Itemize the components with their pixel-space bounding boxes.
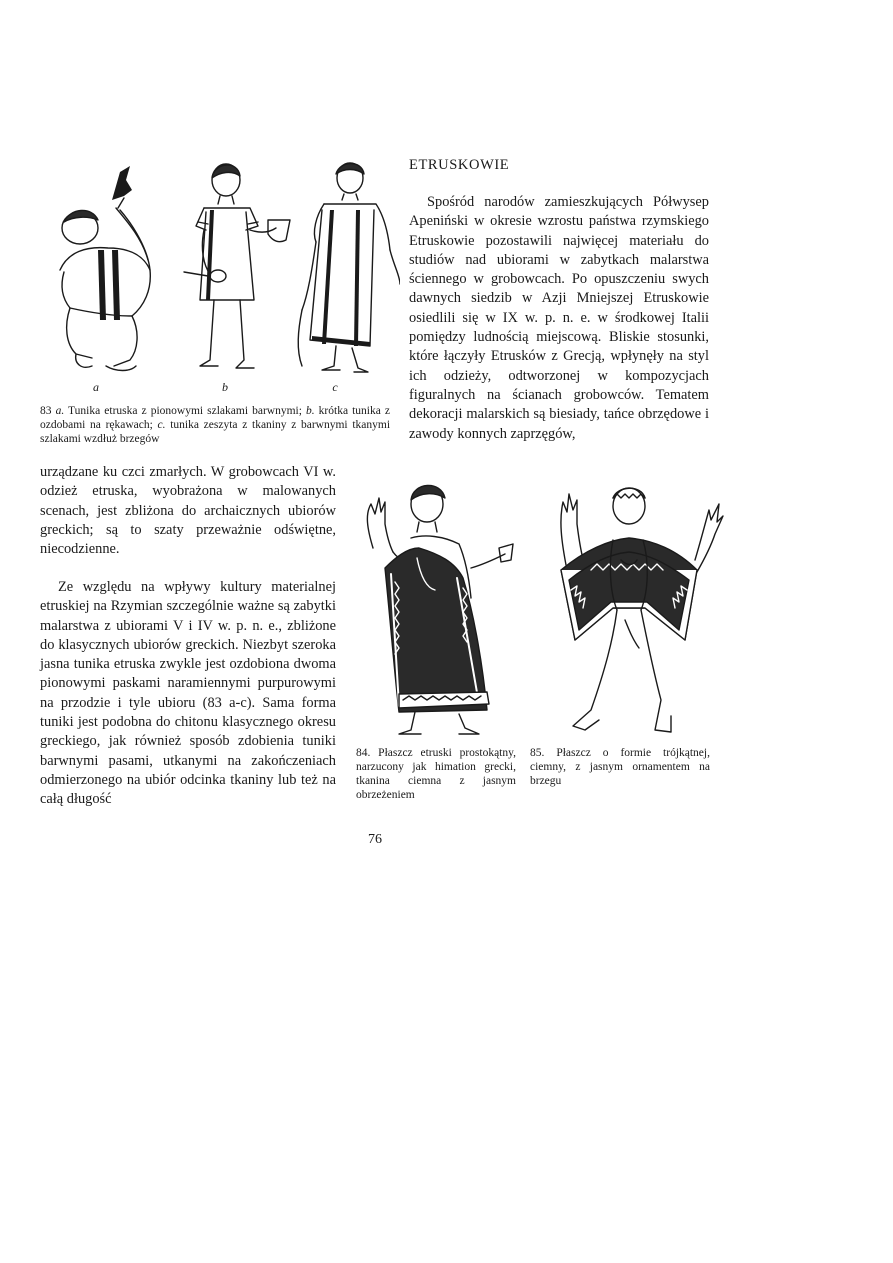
caption-83-c-text: tunika zeszyta z tkaniny z barwnymi tkanymi szlakami wzdłuż brzegów (40, 419, 391, 445)
section-heading: ETRUSKOWIE (409, 157, 510, 173)
figure-85-drawing (525, 480, 725, 740)
figure-83c-label: c (332, 380, 338, 394)
caption-83-number: 83 (40, 405, 52, 417)
figure-85-caption: 85. Płaszcz o formie trójkątnej, ciemny, z jasnym ornamentem na brzegu (530, 747, 710, 787)
caption-83-c-marker: c. (157, 419, 166, 431)
figure-83-illustration (40, 160, 400, 382)
figure-83b-standing-youth (184, 164, 290, 368)
caption-83-b-text: krótka tunika z ozdobami na rękawach; (40, 405, 391, 431)
left-column-paragraph-2: Ze względu na wpływy kultury materialnej etruskiej na Rzymian szczególnie ważne są zabytki malarstwa z ubiorami V i IV w. p. n. e., zbliżone do klasycznych ubiorów greckich. Niezbyt szeroka jasna tunika etruska zwykle jest ozdobiona dwoma pionowymi paskami naramiennymi purpurowymi na przodzie i tyle ubioru (83 a-c). Sama forma tuniki jest podobna do chitonu klasycznego okresu greckiego, jak również sposób zdobienia tuniki barwnymi pasami, utkanymi na zakończeniach odmierzonego na ubiór odcinka tkaniny lub też na całą długość (40, 579, 336, 808)
figure-85-illustration (525, 480, 725, 740)
figure-83-caption (40, 404, 390, 446)
page-number: 76 (368, 832, 382, 847)
figure-84-drawing (355, 478, 515, 740)
figure-84-caption: 84. Płaszcz etruski prostokątny, narzucony jak himation grecki, tkanina ciemna z jasnym obrzeżeniem (356, 747, 516, 801)
caption-83-b-marker: b. (305, 405, 315, 417)
caption-83-a-marker: a. (55, 405, 65, 417)
figure-83c-long-tunic-figure (298, 163, 400, 372)
figure-84-illustration (355, 478, 515, 740)
left-column-paragraph-1: urządzane ku czci zmarłych. W grobowcach VI w. odzież etruska, wyobrażona w malowanych scenach, jest zbliżona do archaicznych ubiorów greckich; są to szaty przeważnie odświętne, niecodzienne. (40, 464, 336, 558)
figure-83b-label: b (222, 380, 228, 394)
figure-83a-kneeling-man (60, 166, 150, 371)
caption-83-a-text: Tunika etruska z pionowymi szlakami barwnymi; (68, 405, 302, 417)
right-column-paragraph: Spośród narodów zamieszkujących Półwysep Apeniński w okresie wzrostu państwa rzymskiego Etruskowie pozostawili najwięcej materiału do studiów nad ubiorami w zabytkach malarstwa ściennego w grobowcach. Po opuszczeniu swych dawnych siedzib w Azji Mniejszej Etruskowie osiedlili się w IX w. p. n. e. w środkowej Italii pomiędzy ludnością miejscową. Bliskie stosunki, które łączyły Etrusków z Grecją, wpłynęły na styl ich odzieży, odtworzonej w kompozycjach figuralnych na ścianach grobowców. Tematem dekoracji malarskich są biesiady, tańce obrzędowe i zawody konnych zaprzęgów, (409, 194, 709, 442)
figure-83a-label: a (93, 380, 99, 394)
figure-83-drawing (40, 160, 400, 382)
